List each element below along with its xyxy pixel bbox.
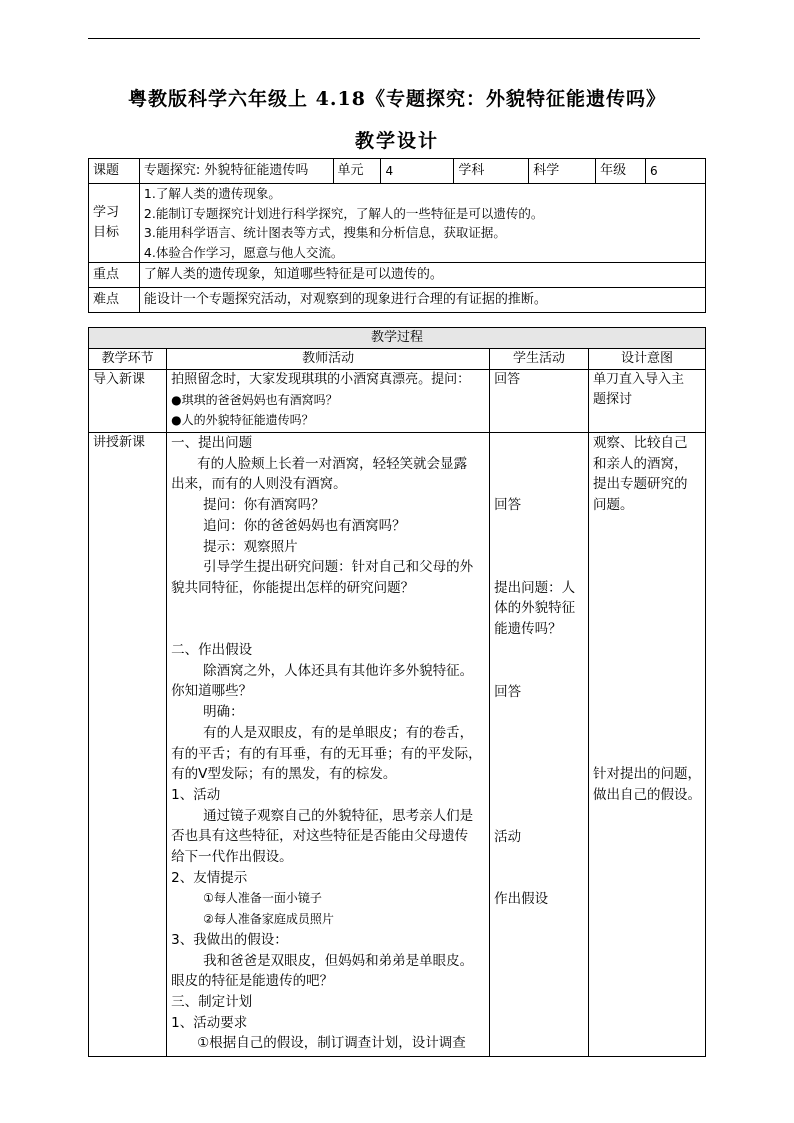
goals-label: 学习 目标 <box>89 184 140 263</box>
lecture-student: 回答 提出问题：人 体的外貌特征 能遗传吗？ 回答 活动 作出假设 <box>490 433 589 1057</box>
process-band: 教学过程 <box>89 328 706 349</box>
intro-row <box>89 370 706 433</box>
goal-item: 3.能用科学语言、统计图表等方式，搜集和分析信息，获取证据。 <box>143 225 506 240</box>
goal-item: 1.了解人类的遗传现象。 <box>143 186 281 201</box>
process-table <box>88 327 706 1057</box>
info-row <box>89 159 706 184</box>
goals-row <box>89 184 706 263</box>
subject-value: 科学 <box>529 159 596 184</box>
lecture-stage: 讲授新课 <box>89 433 167 1057</box>
student-activity: 活动 <box>494 828 522 845</box>
lecture-intent: 观察、比较自己 和亲人的酒窝， 提出专题研究的 问题。 针对提出的问题， 做出自己的假设。 <box>588 433 705 1057</box>
student-question: 提出问题：人 <box>494 579 576 596</box>
key-point-label: 重点 <box>89 263 140 288</box>
topic-value: 专题探究: 外貌特征能遗传吗 <box>139 159 333 184</box>
goal-item: 4.体验合作学习，愿意与他人交流。 <box>143 244 344 260</box>
intro-stage: 导入新课 <box>89 370 167 433</box>
student-answer: 回答 <box>494 497 522 513</box>
key-point-row <box>89 263 706 288</box>
unit-label: 单元 <box>333 159 381 184</box>
col-header-intent: 设计意图 <box>588 349 705 370</box>
header-rule <box>88 38 700 39</box>
info-table <box>88 158 706 313</box>
difficulty-row <box>89 288 706 313</box>
topic-label: 课题 <box>89 159 140 184</box>
lecture-row <box>89 433 706 1057</box>
goal-item: 2.能制订专题探究计划进行科学探究，了解人的一些特征是可以遗传的。 <box>143 205 544 221</box>
grade-value: 6 <box>646 159 706 184</box>
document-title: 粤教版科学六年级上 4.18《专题探究：外貌特征能遗传吗》 <box>128 88 666 110</box>
student-answer: 回答 <box>494 683 522 700</box>
col-header-teacher: 教师活动 <box>167 349 490 370</box>
lecture-teacher: 一、提出问题 有的人脸颊上长着一对酒窝，轻轻笑就会显露 出来，而有的人则没有酒窝。 提问：你有酒窝吗？ 追问：你的爸爸妈妈也有酒窝吗？ 提示：观察照片 引导学生提出研究问题：针对自己和父母的外 貌共同特征，你能提出怎样的研究问题？ 二、作出假设 除酒窝之外，人体还具有其他许多外貌特征。 你知道哪些？ 明确： 有的人是双眼皮，有的是单眼皮；有的卷舌， 有的平舌；有的有耳垂，有的无耳垂；有的平发际， 有的V型发际；有的黑发，有的棕发。 1、活动 通过镜子观察自己的外貌特征，思考亲人们是 否也具有这些特征，对这些特征是否能由父母遗传 给下一代作出假设。 2、友情提示 ①每人准备一面小镜子 ②每人准备家庭成员照片 3、我做出的假设： 我和爸爸是双眼皮，但妈妈和弟弟是单眼皮。 眼皮的特征是能遗传的吧？ 三、制定计划 1、活动要求 ①根据自己的假设，制订调查计划，设计调查 <box>167 433 490 1057</box>
col-header-stage: 教学环节 <box>89 349 167 370</box>
subject-label: 学科 <box>454 159 529 184</box>
intro-intent: 单刀直入导入主 题探讨 <box>588 370 705 433</box>
document-subtitle: 教学设计 <box>354 130 439 152</box>
difficulty-label: 难点 <box>89 288 140 313</box>
unit-value: 4 <box>381 159 454 184</box>
goals-list <box>139 184 705 263</box>
intro-student: 回答 <box>490 370 589 433</box>
student-hypothesis: 作出假设 <box>494 891 549 908</box>
col-header-student: 学生活动 <box>490 349 589 370</box>
intro-teacher: 拍照留念时，大家发现琪琪的小酒窝真漂亮。提问： ●琪琪的爸爸妈妈也有酒窝吗？ ●人的外貌特征能遗传吗？ <box>167 370 490 433</box>
grade-label: 年级 <box>596 159 646 184</box>
process-band-row <box>89 328 706 349</box>
key-point-text: 了解人类的遗传现象，知道哪些特征是可以遗传的。 <box>139 263 705 288</box>
process-header-row <box>89 349 706 370</box>
difficulty-text: 能设计一个专题探究活动，对观察到的现象进行合理的有证据的推断。 <box>139 288 705 313</box>
